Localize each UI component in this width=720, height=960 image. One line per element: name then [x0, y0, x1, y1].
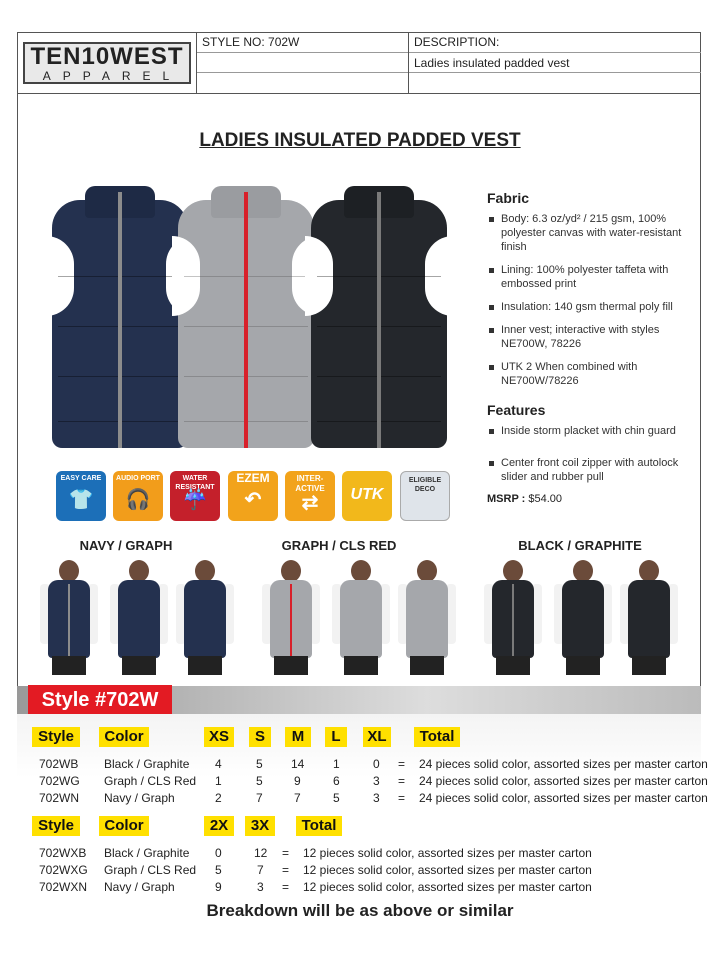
model-photo: [332, 560, 390, 675]
fabric-list: [487, 212, 702, 388]
color-label-graph: GRAPH / CLS RED: [281, 538, 397, 553]
vest-image-black: [311, 186, 447, 452]
table1-header-l: L: [325, 727, 347, 747]
features-heading: Features: [487, 402, 546, 418]
description-label: DESCRIPTION:: [409, 32, 701, 53]
description-cell: [409, 32, 701, 94]
rain-icon: ☔: [182, 489, 208, 511]
model-photo: [484, 560, 542, 675]
table1-header-style: Style: [32, 727, 80, 747]
interactive-icon: ⇄: [301, 492, 319, 514]
vest-image-graph: [178, 186, 314, 452]
spec-column: [487, 190, 702, 505]
style-no-blank-1: [197, 53, 408, 74]
model-photo: [398, 560, 456, 675]
feature-item: Center front coil zipper with autolock slider and rubber pull: [487, 456, 702, 484]
fabric-item: Insulation: 140 gsm thermal poly fill: [487, 300, 702, 314]
audio-port-badge: AUDIO PORT 🎧: [113, 471, 163, 521]
vest-image-navy: [52, 186, 188, 452]
table1-header-m: M: [285, 727, 311, 747]
ezem-icon: ↶: [244, 489, 262, 511]
table2-header-color: Color: [99, 816, 149, 836]
fabric-item: Lining: 100% polyester taffeta with embossed print: [487, 263, 702, 291]
features-list: [487, 424, 702, 484]
table2-header-style: Style: [32, 816, 80, 836]
logo-text-top: TEN10WEST: [30, 43, 184, 70]
table2-header-total: Total: [296, 816, 342, 836]
fabric-item: Body: 6.3 oz/yd² / 215 gsm, 100% polyester canvas with water-resistant finish: [487, 212, 702, 254]
msrp: [487, 493, 702, 505]
model-photo: [110, 560, 168, 675]
ezem-badge: EZEM ↶: [228, 471, 278, 521]
interactive-badge: INTER-ACTIVE ⇄: [285, 471, 335, 521]
breakdown-note: Breakdown will be as above or similar: [206, 901, 514, 920]
style-no-cell: [197, 32, 409, 94]
description-value: Ladies insulated padded vest: [409, 53, 701, 74]
table2-header-2x: 2X: [204, 816, 234, 836]
style-no-label: STYLE NO: 702W: [197, 32, 408, 53]
table1-header-s: S: [249, 727, 271, 747]
table1-header-xs: XS: [204, 727, 234, 747]
logo-text-bottom: APPAREL: [42, 69, 182, 83]
deco-icon: ELIGIBLE DECO: [408, 477, 442, 493]
color-label-black: BLACK / GRAPHITE: [518, 538, 642, 553]
description-blank: [409, 73, 701, 94]
color-label-navy: NAVY / GRAPH: [79, 538, 173, 553]
page-title: LADIES INSULATED PADDED VEST: [199, 130, 521, 151]
logo-cell: [17, 32, 197, 94]
msrp-label: MSRP :: [487, 493, 526, 505]
easy-care-badge: EASY CARE 👕: [56, 471, 106, 521]
model-photo: [262, 560, 320, 675]
water-resistant-badge: WATER RESISTANT ☔: [170, 471, 220, 521]
model-photo: [176, 560, 234, 675]
utk-badge: [342, 471, 392, 521]
model-photo: [40, 560, 98, 675]
header-table: [17, 32, 701, 94]
fabric-heading: Fabric: [487, 190, 530, 206]
table2-header-3x: 3X: [245, 816, 275, 836]
fabric-item: Inner vest; interactive with styles NE700W, 78226: [487, 323, 702, 351]
deco-badge: [400, 471, 450, 521]
model-photo: [554, 560, 612, 675]
table1-header-color: Color: [99, 727, 149, 747]
utk-icon: UTK: [350, 486, 384, 503]
table1-header-total: Total: [414, 727, 460, 747]
shirt-icon: 👕: [68, 489, 94, 511]
headphones-icon: 🎧: [125, 489, 151, 511]
style-tag: Style #702W: [28, 685, 172, 715]
table1-header-xl: XL: [363, 727, 391, 747]
style-no-blank-2: [197, 73, 408, 94]
feature-item: Inside storm placket with chin guard: [487, 424, 702, 438]
fabric-item: UTK 2 When combined with NE700W/78226: [487, 360, 702, 388]
brand-logo: [23, 42, 191, 84]
msrp-value: $54.00: [528, 493, 563, 505]
model-photo: [620, 560, 678, 675]
